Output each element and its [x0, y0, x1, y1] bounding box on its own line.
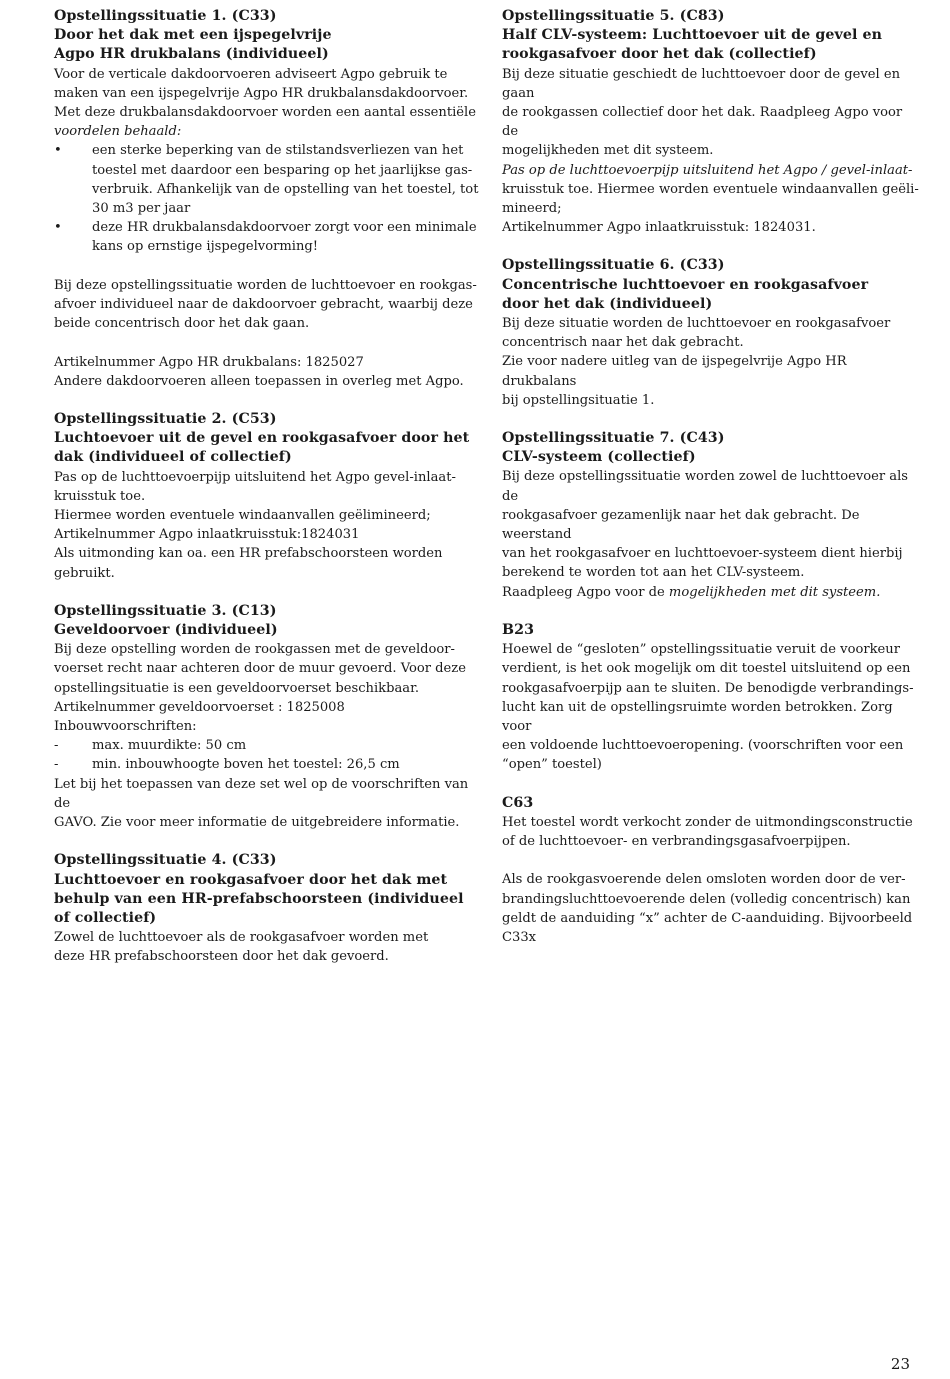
section-heading-line: Opstellingssituatie 2. (C53)	[54, 411, 277, 428]
body-line: rookgasafvoer gezamenlijk naar het dak gebracht. De weerstand	[502, 507, 860, 543]
body-line: Artikelnummer geveldoorvoerset : 1825008	[54, 699, 345, 715]
body-line: Artikelnummer Agpo HR drukbalans: 1825027	[54, 354, 364, 370]
body-line: van het rookgasafvoer en luchttoevoer-systeem dient hierbij	[502, 546, 903, 562]
list-item	[54, 736, 484, 755]
section-situatie-2	[54, 410, 484, 583]
list-item-line: deze HR drukbalansdakdoorvoer zorgt voor een minimale	[92, 220, 477, 236]
section-heading-line: dak (individueel of collectief)	[54, 449, 292, 466]
body-line: rookgasafvoerpijp aan te sluiten. De benodigde verbrandings-	[502, 680, 914, 696]
section-heading-line: Luchttoevoer en rookgasafvoer door het dak met	[54, 871, 448, 888]
list-item-text: min. inbouwhoogte boven het toestel: 26,5 cm	[92, 757, 400, 773]
body-line: Zowel de luchttoevoer als de rookgasafvoer worden met	[54, 930, 429, 946]
section-heading-line: CLV-systeem (collectief)	[502, 449, 696, 466]
section-heading-line: Opstellingssituatie 1. (C33)	[54, 8, 277, 24]
section-heading-line: Door het dak met een ijspegelvrije	[54, 27, 332, 44]
body-line: Zie voor nadere uitleg van de ijspegelvrije Agpo HR drukbalans	[502, 354, 847, 389]
list-item-line: kans op ernstige ijspegelvorming!	[92, 239, 319, 255]
body-line: Bij deze situatie geschiedt de luchttoevoer door de gevel en gaan	[502, 66, 901, 101]
section-situatie-1	[54, 7, 484, 391]
body-line: Met deze drukbalansdakdoorvoer worden een aantal essentiële	[54, 105, 476, 121]
body-line: Voor de verticale dakdoorvoeren adviseert Agpo gebruik te	[54, 66, 448, 82]
section-situatie-7	[502, 429, 922, 602]
body-line-italic: Pas op de luchttoevoerpijp uitsluitend het Agpo / gevel-inlaat-	[502, 162, 913, 178]
section-heading-line: Geveldoorvoer (individueel)	[54, 622, 278, 639]
body-line: berekend te worden tot aan het CLV-systeem.	[502, 565, 805, 581]
body-line: opstellingsituatie is een geveldoorvoerset beschikbaar.	[54, 680, 420, 696]
body-line: Artikelnummer Agpo inlaatkruisstuk: 1824031.	[502, 220, 816, 236]
body-line: verdient, is het ook mogelijk om dit toestel uitsluitend op een	[502, 661, 911, 677]
body-line: “open” toestel)	[502, 757, 602, 773]
body-line: Als uitmonding kan oa. een HR prefabschoorsteen worden	[54, 546, 443, 562]
list-item-line: toestel met daardoor een besparing op het jaarlijkse gas-	[92, 162, 473, 178]
body-line: Pas op de luchttoevoerpijp uitsluitend het Agpo gevel-inlaat-	[54, 469, 456, 485]
list-item-line: een sterke beperking van de stilstandsverliezen van het	[92, 143, 464, 159]
body-line: kruisstuk toe.	[54, 488, 146, 504]
body-line: of de luchttoevoer- en verbrandingsgasafvoerpijpen.	[502, 833, 851, 849]
installation-requirements-list	[54, 736, 484, 774]
body-line: brandingsluchttoevoerende delen (volledig concentrisch) kan	[502, 891, 911, 907]
body-line: de rookgassen collectief door het dak. Raadpleeg Agpo voor de	[502, 105, 903, 140]
body-line: Als de rookgasvoerende delen omsloten worden door de ver-	[502, 872, 906, 888]
section-c63	[502, 794, 922, 948]
section-heading-line: Concentrische luchttoevoer en rookgasafvoer	[502, 276, 869, 293]
body-line: Artikelnummer Agpo inlaatkruisstuk:1824031	[54, 527, 360, 543]
section-heading-line: B23	[502, 621, 535, 638]
body-line: lucht kan uit de opstellingsruimte worden betrokken. Zorg voor	[502, 699, 893, 734]
body-line: bij opstellingsituatie 1.	[502, 392, 655, 408]
body-line: Bij deze situatie worden de luchttoevoer en rookgasafvoer	[502, 316, 891, 332]
section-heading-line: behulp van een HR-prefabschoorsteen (individueel	[54, 890, 464, 907]
section-heading-line: Half CLV-systeem: Luchttoevoer uit de gevel en	[502, 27, 883, 44]
section-heading-line: Agpo HR drukbalans (individueel)	[54, 46, 329, 63]
body-line: Hiermee worden eventuele windaanvallen geëlimineerd;	[54, 508, 431, 524]
body-line: Bij deze opstellingssituatie worden zowel de luchttoevoer als de	[502, 469, 908, 504]
body-text-italic: mogelijkheden met dit systeem.	[668, 584, 881, 600]
section-heading-line: Opstellingssituatie 7. (C43)	[502, 430, 725, 447]
section-situatie-3	[54, 602, 484, 832]
body-line: Bij deze opstelling worden de rookgassen met de geveldoor-	[54, 642, 455, 658]
section-situatie-6	[502, 256, 922, 410]
body-line: Let bij het toepassen van deze set wel op de voorschriften van de	[54, 776, 469, 811]
body-line: een voldoende luchttoevoeropening. (voorschriften voor een	[502, 738, 904, 754]
right-column	[502, 7, 922, 966]
section-heading-line: Opstellingssituatie 3. (C13)	[54, 602, 277, 619]
body-line: afvoer individueel naar de dakdoorvoer gebracht, waarbij deze	[54, 297, 473, 313]
list-item	[54, 141, 484, 218]
section-heading-line: Opstellingssituatie 4. (C33)	[54, 852, 277, 869]
section-heading-line: of collectief)	[54, 909, 157, 926]
body-line: beide concentrisch door het dak gaan.	[54, 316, 310, 332]
body-line: Hoewel de “gesloten” opstellingssituatie veruit de voorkeur	[502, 642, 900, 658]
body-line: geldt de aanduiding “x” achter de C-aanduiding. Bijvoorbeeld	[502, 910, 913, 926]
dash-marker: -	[54, 738, 59, 754]
body-line: mineerd;	[502, 201, 562, 217]
list-item-line: verbruik. Afhankelijk van de opstelling van het toestel, tot	[92, 181, 479, 197]
body-line: maken van een ijspegelvrije Agpo HR drukbalansdakdoorvoer.	[54, 85, 469, 101]
section-situatie-4	[54, 851, 484, 966]
section-heading-line: Opstellingssituatie 6. (C33)	[502, 257, 725, 274]
body-line: concentrisch naar het dak gebracht.	[502, 335, 744, 351]
bullet-marker: •	[54, 143, 62, 159]
list-item-text: max. muurdikte: 50 cm	[92, 738, 247, 754]
list-item-line: 30 m3 per jaar	[92, 201, 191, 217]
section-b23	[502, 621, 922, 775]
body-line: voerset recht naar achteren door de muur gevoerd. Voor deze	[54, 661, 466, 677]
left-column	[54, 7, 484, 986]
body-line: kruisstuk toe. Hiermee worden eventuele windaanvallen geëli-	[502, 181, 919, 197]
list-item	[54, 755, 484, 774]
body-line: mogelijkheden met dit systeem.	[502, 143, 714, 159]
section-situatie-5	[502, 7, 922, 237]
list-item	[54, 218, 484, 256]
section-heading-line: door het dak (individueel)	[502, 295, 713, 312]
body-line: deze HR prefabschoorsteen door het dak gevoerd.	[54, 949, 389, 965]
body-text: Raadpleeg Agpo voor de	[502, 584, 669, 600]
body-line	[502, 583, 922, 602]
body-line: Het toestel wordt verkocht zonder de uitmondingsconstructie	[502, 814, 913, 830]
section-heading-line: Opstellingssituatie 5. (C83)	[502, 8, 725, 24]
section-heading-line: Luchtoevoer uit de gevel en rookgasafvoer door het	[54, 430, 470, 447]
section-heading-line: C63	[502, 794, 534, 811]
body-line: Andere dakdoorvoeren alleen toepassen in overleg met Agpo.	[54, 373, 464, 389]
body-line-italic: voordelen behaald:	[54, 124, 182, 140]
bullet-marker: •	[54, 220, 62, 236]
section-heading-line: rookgasafvoer door het dak (collectief)	[502, 46, 817, 63]
advantages-list	[54, 141, 484, 256]
dash-marker: -	[54, 757, 59, 773]
body-line: C33x	[502, 929, 537, 945]
body-line: Inbouwvoorschriften:	[54, 719, 197, 735]
body-line: GAVO. Zie voor meer informatie de uitgebreidere informatie.	[54, 815, 460, 831]
page-number: 23	[890, 1355, 910, 1373]
body-line: Bij deze opstellingssituatie worden de luchttoevoer en rookgas-	[54, 277, 477, 293]
body-line: gebruikt.	[54, 565, 115, 581]
